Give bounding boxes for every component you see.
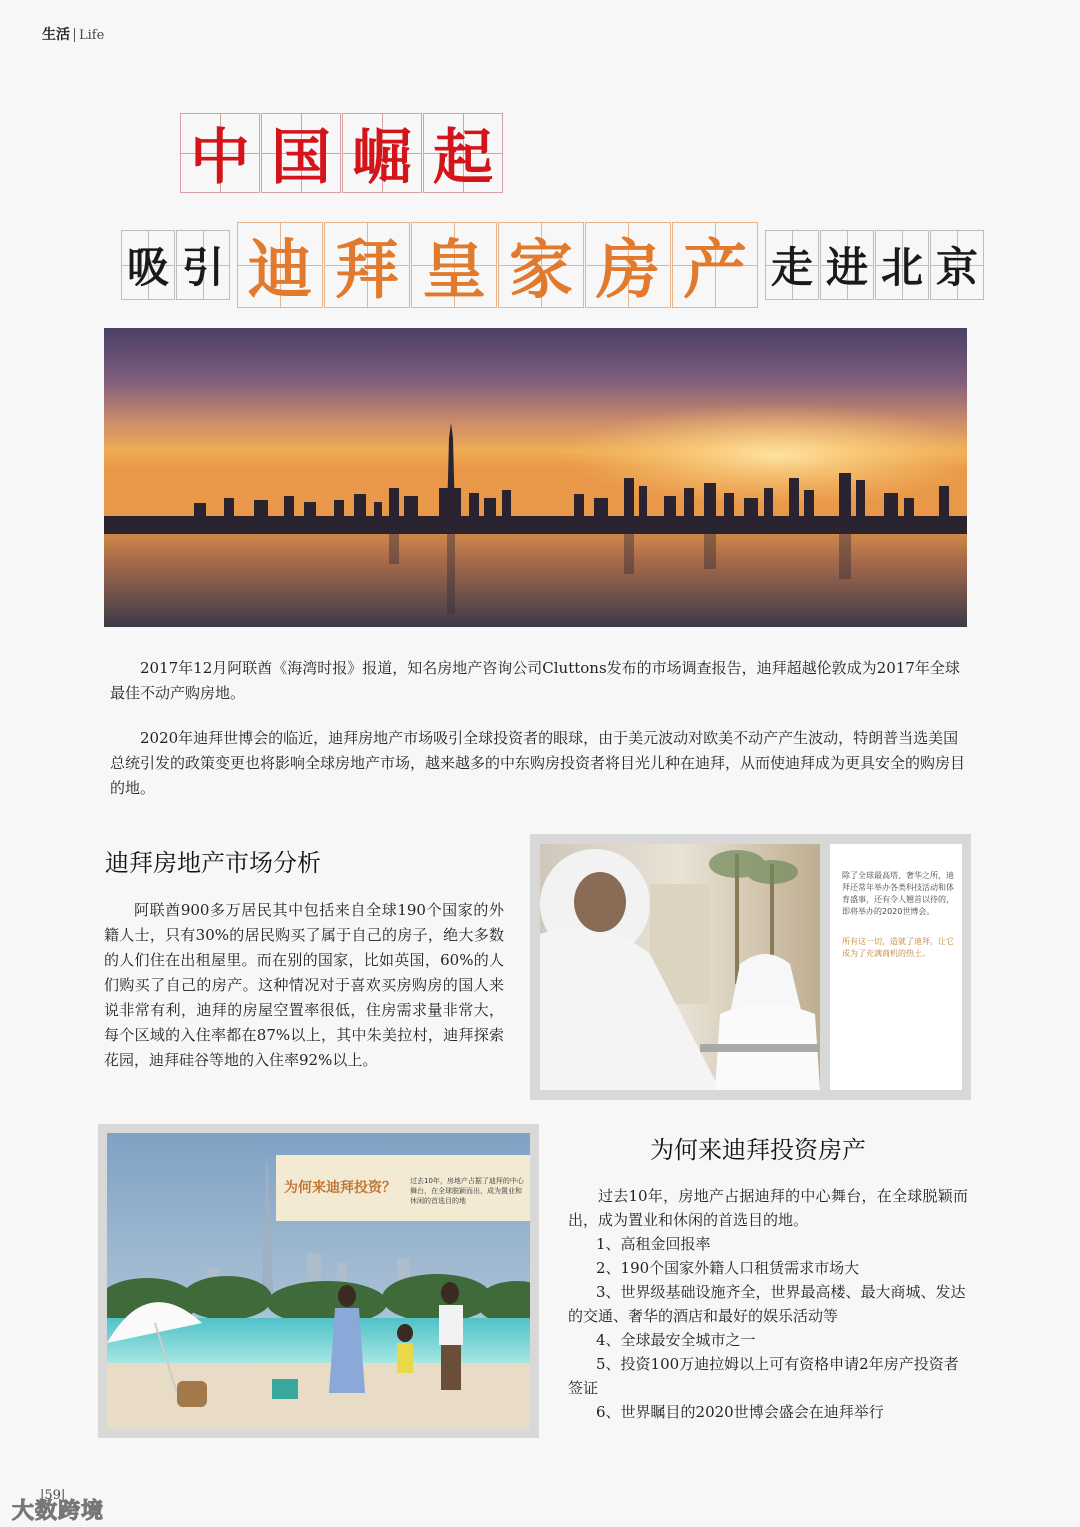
invest-image-caption-box <box>276 1155 530 1221</box>
title-highlight-char: 迪 <box>237 222 323 308</box>
invest-heading: 为何来迪拜投资房产 <box>650 1136 866 1164</box>
title-highlight-char: 产 <box>672 222 758 308</box>
hero-image-dubai-skyline <box>104 328 967 627</box>
watermark: 大数跨境 <box>12 1499 105 1524</box>
list-item: 2、190个国家外籍人口租赁需求市场大 <box>596 1259 860 1277</box>
invest-image-title: 为何来迪拜投资？ <box>284 1180 396 1196</box>
title-char: 进 <box>820 230 874 300</box>
market-photo <box>540 844 820 1090</box>
title-highlight-char: 皇 <box>411 222 497 308</box>
list-item: 3、世界级基础设施齐全，世界最高楼、最大商城、发达的交通、奢华的酒店和最好的娱乐活动等 <box>568 1283 966 1325</box>
intro-paragraph-1: 2017年12月阿联酋《海湾时报》报道，知名房地产咨询公司Cluttons发布的市场调查报告，迪拜超越伦敦成为2017年全球最佳不动产购房地。 <box>110 659 960 702</box>
title-line-2 <box>121 222 985 308</box>
list-item: 4、全球最安全城市之一 <box>596 1331 756 1349</box>
list-item: 5、投资100万迪拉姆以上可有资格申请2年房产投资者签证 <box>568 1355 959 1397</box>
title-highlight-char: 家 <box>498 222 584 308</box>
market-caption-panel <box>830 844 962 1090</box>
title-char: 崛 <box>342 113 422 193</box>
section-tag <box>42 24 104 44</box>
section-label-cn: 生活 <box>42 27 70 43</box>
title-char: 国 <box>261 113 341 193</box>
market-caption-2: 所有这一切，造就了迪拜，让它成为了充满商机的热土。 <box>842 937 954 958</box>
market-photo-frame <box>530 834 971 1100</box>
page-number: |59| <box>40 1488 66 1503</box>
market-heading: 迪拜房地产市场分析 <box>105 849 321 877</box>
invest-reasons-list <box>568 1232 968 1424</box>
section-divider <box>74 28 75 42</box>
title-char: 中 <box>180 113 260 193</box>
invest-intro: 过去10年，房地产占据迪拜的中心舞台，在全球脱颖而出，成为置业和休闲的首选目的地。 <box>568 1187 968 1229</box>
title-line-1 <box>180 113 504 193</box>
section-label-en: Life <box>79 28 105 43</box>
invest-photo-frame <box>98 1124 539 1438</box>
market-body: 阿联酋900多万居民其中包括来自全球190个国家的外籍人士，只有30%的居民购买了属于自己的房子，绝大多数的人们住在出租屋里。而在别的国家，比如英国，60%的人们购买了自己的房产。这种情况对于喜欢买房购房的国人来说非常有利，迪拜的房屋空置率很低，住房需求量非常大，每个区域的入住率都在87%以上，其中朱美拉村，迪拜探索花园，迪拜硅谷等地的入住率92%以上。 <box>104 901 504 1069</box>
intro-paragraph-2: 2020年迪拜世博会的临近，迪拜房地产市场吸引全球投资者的眼球，由于美元波动对欧美不动产产生波动，特朗普当选美国总统引发的政策变更也将影响全球房地产市场，越来越多的中东购房投资者将目光儿种在迪拜，从而使迪拜成为更具安全的购房目的地。 <box>110 729 966 797</box>
title-highlight-char: 房 <box>585 222 671 308</box>
title-highlight-char: 拜 <box>324 222 410 308</box>
title-char: 走 <box>765 230 819 300</box>
market-caption-1: 除了全球最高塔、奢华之所，迪拜还常年举办各类科技活动和体育盛事，还有令人翘首以待的，即将举办的2020世博会。 <box>842 871 954 916</box>
list-item: 1、高租金回报率 <box>596 1235 711 1253</box>
title-char: 京 <box>930 230 984 300</box>
title-char: 北 <box>875 230 929 300</box>
invest-image-text: 过去10年，房地产占据了迪拜的中心舞台，在全球脱颖而出，成为置业和休闲的首选目的地 <box>410 1177 524 1205</box>
list-item: 6、世界瞩目的2020世博会盛会在迪拜举行 <box>596 1403 884 1421</box>
title-char: 引 <box>176 230 230 300</box>
title-char: 起 <box>423 113 503 193</box>
title-char: 吸 <box>121 230 175 300</box>
